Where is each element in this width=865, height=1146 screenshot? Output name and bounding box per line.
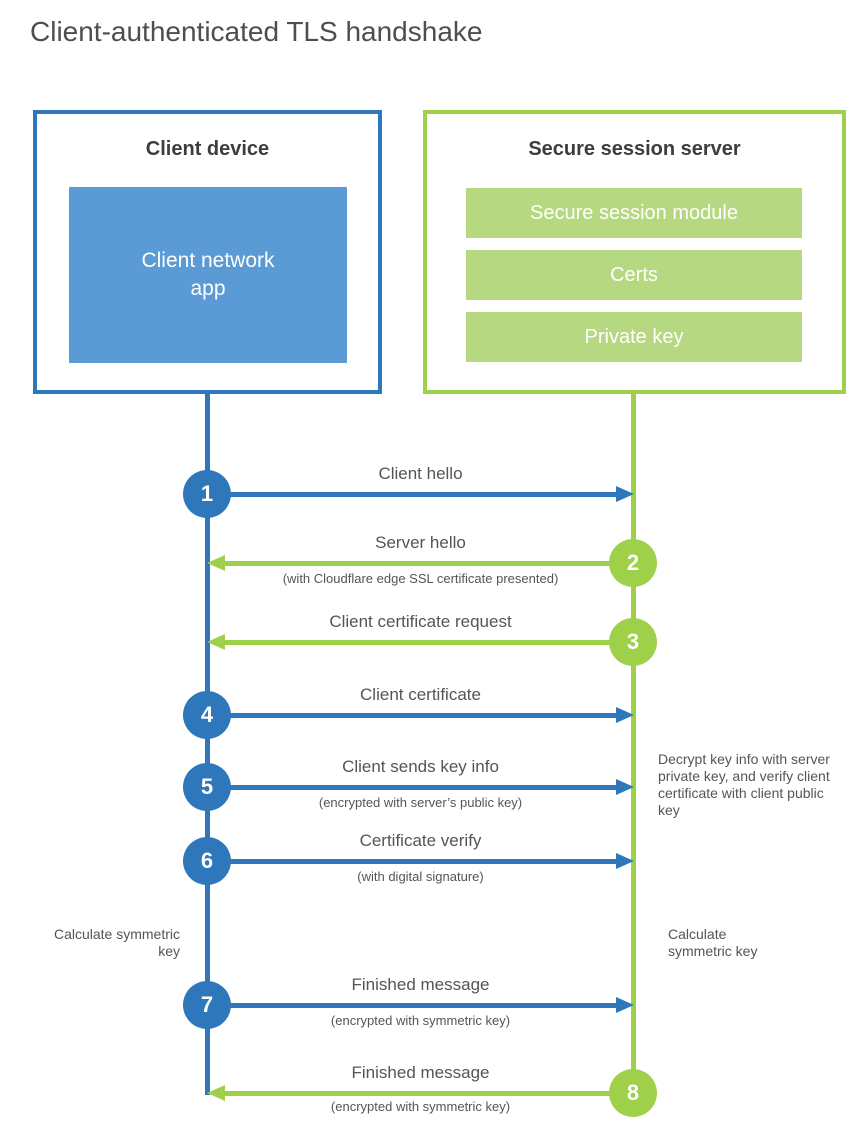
client-network-app-box <box>69 187 347 363</box>
arrow-certificate-verify <box>207 859 634 864</box>
step-number: 8 <box>626 1080 640 1105</box>
message-label-client-certificate-request: Client certificate request <box>329 612 512 631</box>
arrowhead-right-icon <box>616 779 634 795</box>
arrow-finished-message-client <box>207 1003 634 1008</box>
arrowhead-left-icon <box>207 634 225 650</box>
arrow-server-hello <box>207 561 634 566</box>
arrowhead-right-icon <box>616 707 634 723</box>
step-circle-5 <box>183 763 231 811</box>
private-key-bar: Private key <box>466 312 802 362</box>
arrow-shaft <box>207 713 616 718</box>
step-number: 7 <box>200 992 214 1017</box>
step-number: 1 <box>200 481 214 506</box>
calculate-symmetric-key-note-server: Calculate symmetric key <box>668 926 758 959</box>
message-label-certificate-verify: Certificate verify <box>359 831 482 850</box>
step-circle-6 <box>183 837 231 885</box>
decrypt-key-info-note: Decrypt key info with server private key, and verify client certificate with client public key <box>658 751 830 818</box>
message-label-client-certificate: Client certificate <box>360 685 481 704</box>
client-network-app-label: Client network app <box>141 248 275 300</box>
arrow-shaft <box>225 561 634 566</box>
arrowhead-right-icon <box>616 853 634 869</box>
message-label-finished-message-server: Finished message <box>351 1063 490 1082</box>
arrowhead-left-icon <box>207 555 225 571</box>
step-circle-2 <box>609 539 657 587</box>
step-circle-3 <box>609 618 657 666</box>
message-label-client-sends-key-info: Client sends key info <box>342 757 499 776</box>
message-sublabel-server-hello: (with Cloudflare edge SSL certificate presented) <box>282 571 559 586</box>
message-sublabel-finished-message-server: (encrypted with symmetric key) <box>330 1099 511 1114</box>
arrow-shaft <box>207 492 616 497</box>
message-sublabel-certificate-verify: (with digital signature) <box>357 869 484 884</box>
arrow-finished-message-server <box>207 1091 634 1096</box>
message-sublabel-finished-message-client: (encrypted with symmetric key) <box>330 1013 511 1028</box>
arrow-client-sends-key-info <box>207 785 634 790</box>
step-circle-7 <box>183 981 231 1029</box>
step-number: 5 <box>200 774 214 799</box>
message-sublabel-client-sends-key-info: (encrypted with server’s public key) <box>318 795 523 810</box>
calculate-symmetric-key-note-client: Calculate symmetric key <box>53 926 180 959</box>
step-number: 2 <box>626 550 640 575</box>
arrow-shaft <box>225 640 634 645</box>
step-circle-1 <box>183 470 231 518</box>
arrow-client-certificate <box>207 713 634 718</box>
arrow-client-hello <box>207 492 634 497</box>
step-number: 6 <box>200 848 214 873</box>
message-label-client-hello: Client hello <box>378 464 463 483</box>
page-title: Client-authenticated TLS handshake <box>30 16 483 47</box>
step-number: 3 <box>626 629 640 654</box>
arrow-shaft <box>225 1091 634 1096</box>
message-label-finished-message-client: Finished message <box>351 975 490 994</box>
message-label-server-hello: Server hello <box>375 533 466 552</box>
arrow-client-certificate-request <box>207 640 634 645</box>
step-number: 4 <box>200 702 214 727</box>
client-device-title: Client device <box>145 138 270 160</box>
arrow-shaft <box>207 859 616 864</box>
arrowhead-right-icon <box>616 997 634 1013</box>
arrow-shaft <box>207 1003 616 1008</box>
secure-session-module-bar: Secure session module <box>466 188 802 238</box>
certs-bar: Certs <box>466 250 802 300</box>
arrow-shaft <box>207 785 616 790</box>
step-circle-4 <box>183 691 231 739</box>
step-circle-8 <box>609 1069 657 1117</box>
secure-session-server-title: Secure session server <box>528 138 741 160</box>
arrowhead-right-icon <box>616 486 634 502</box>
